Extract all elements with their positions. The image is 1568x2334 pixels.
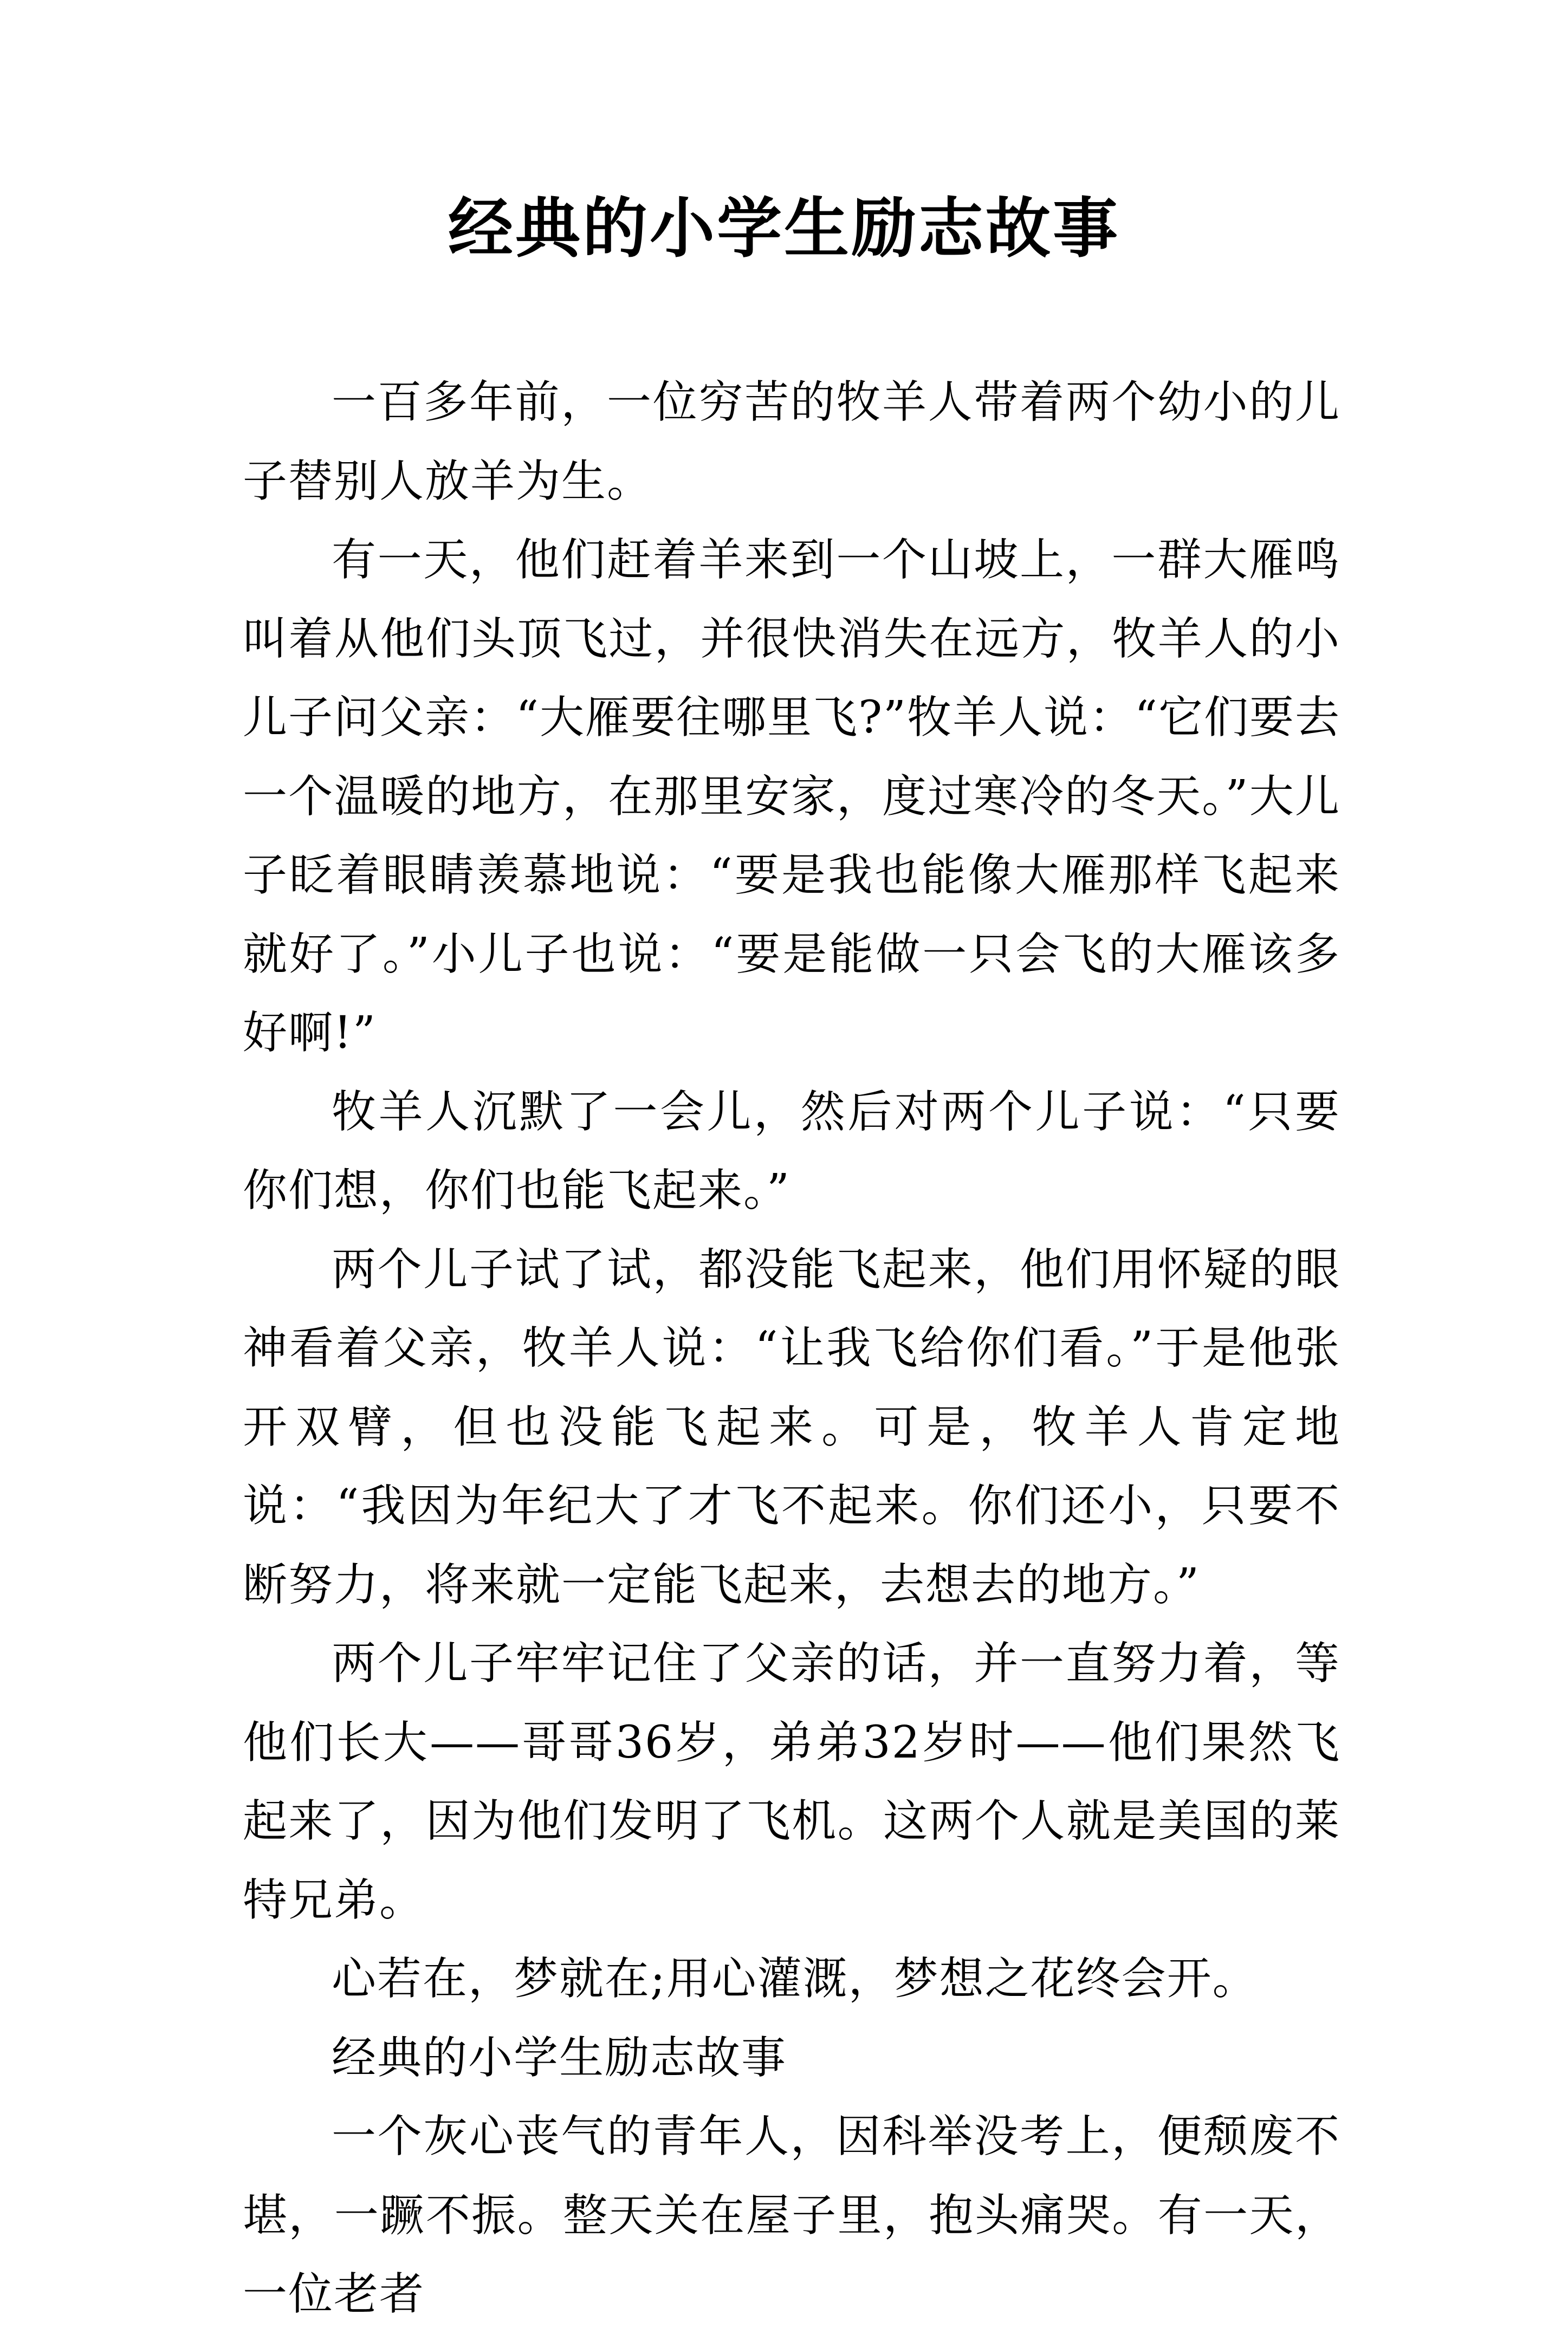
document-title: 经典的小学生励志故事 [448, 190, 1120, 267]
section-heading: 经典的小学生励志故事 [332, 2032, 787, 2084]
document-body [243, 363, 1340, 2334]
paragraph: 两个儿子牢牢记住了父亲的话，并一直努力着，等他们长大——哥哥36岁，弟弟32岁时——他们果然飞起来了，因为他们发明了飞机。这两个人就是美国的莱特兄弟。 [243, 1638, 1340, 1926]
paragraph: 一百多年前，一位穷苦的牧羊人带着两个幼小的儿子替别人放羊为生。 [243, 377, 1340, 507]
paragraph: 心若在，梦就在;用心灌溉，梦想之花终会开。 [332, 1953, 1258, 2005]
paragraph: 两个儿子试了试，都没能飞起来，他们用怀疑的眼神看着父亲，牧羊人说：“让我飞给你们看。”于是他张开双臂，但也没能飞起来。可是，牧羊人肯定地说：“我因为年纪大了才飞不起来。你们还小，只要不断努力，将来就一定能飞起来，去想去的地方。” [243, 1243, 1340, 1611]
paragraph: 一个灰心丧气的青年人，因科举没考上，便颓废不堪，一蹶不振。整天关在屋子里，抱头痛哭。有一天，一位老者 [243, 2111, 1340, 2320]
paragraph: 牧羊人沉默了一会儿，然后对两个儿子说：“只要你们想，你们也能飞起来。” [243, 1086, 1340, 1216]
paragraph: 有一天，他们赶着羊来到一个山坡上，一群大雁鸣叫着从他们头顶飞过，并很快消失在远方，牧羊人的小儿子问父亲：“大雁要往哪里飞?”牧羊人说：“它们要去一个温暖的地方，在那里安家，度过寒冷的冬天。”大儿子眨着眼睛羡慕地说：“要是我也能像大雁那样飞起来就好了。”小儿子也说：“要是能做一只会飞的大雁该多好啊!” [243, 534, 1340, 1059]
